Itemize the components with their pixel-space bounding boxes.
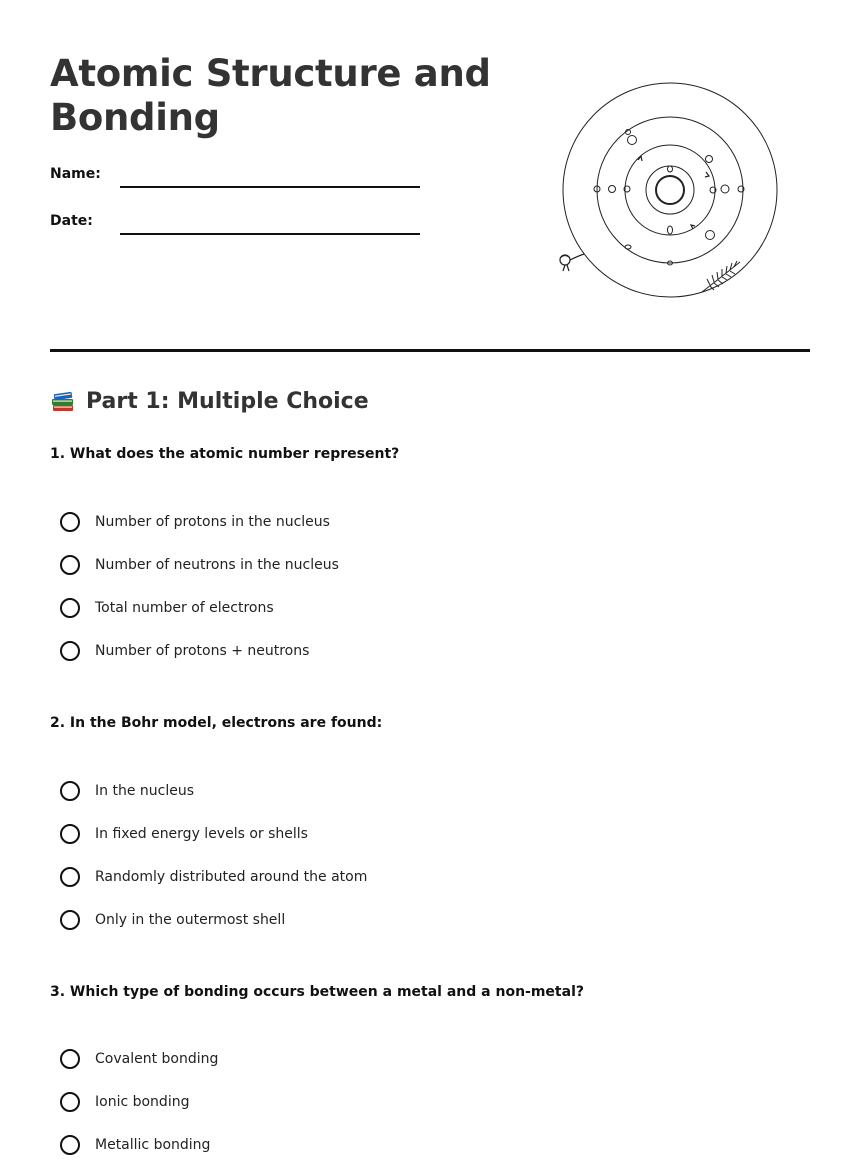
q2-option-2-radio[interactable] <box>60 824 80 844</box>
q2-option-3-radio[interactable] <box>60 867 80 887</box>
q2-option-4-label[interactable]: Only in the outermost shell <box>95 912 286 928</box>
q3-option-1-radio[interactable] <box>60 1049 80 1069</box>
name-label: Name: <box>50 166 101 182</box>
nucleus <box>656 176 684 204</box>
date-field <box>50 213 430 237</box>
q1-option-4[interactable] <box>60 638 309 664</box>
q3-option-1-label[interactable]: Covalent bonding <box>95 1051 219 1067</box>
q1-option-1-label[interactable]: Number of protons in the nucleus <box>95 514 330 530</box>
q1-option-2-radio[interactable] <box>60 555 80 575</box>
q1-option-3-radio[interactable] <box>60 598 80 618</box>
name-line[interactable] <box>120 186 420 188</box>
q1-option-2-label[interactable]: Number of neutrons in the nucleus <box>95 557 339 573</box>
q1-option-4-label[interactable]: Number of protons + neutrons <box>95 643 310 659</box>
question-1: 1. What does the atomic number represent? <box>50 446 400 462</box>
q2-option-1-radio[interactable] <box>60 781 80 801</box>
q1-option-4-radio[interactable] <box>60 641 80 661</box>
q2-option-2[interactable] <box>60 821 308 847</box>
q2-option-4[interactable] <box>60 907 285 933</box>
q2-option-1[interactable] <box>60 778 194 804</box>
q2-option-3-label[interactable]: Randomly distributed around the atom <box>95 869 368 885</box>
q2-option-1-label[interactable]: In the nucleus <box>95 783 194 799</box>
date-line[interactable] <box>120 233 420 235</box>
q1-option-3[interactable] <box>60 595 274 621</box>
part1-title: Part 1: Multiple Choice <box>86 388 369 414</box>
q3-option-3-label[interactable]: Metallic bonding <box>95 1137 211 1153</box>
q1-option-1[interactable] <box>60 509 330 535</box>
question-3: 3. Which type of bonding occurs between a metal and a non-metal? <box>50 984 584 1000</box>
q3-option-2-label[interactable]: Ionic bonding <box>95 1094 190 1110</box>
q3-option-2[interactable] <box>60 1089 189 1115</box>
q3-option-3[interactable] <box>60 1132 210 1158</box>
q3-option-1[interactable] <box>60 1046 218 1072</box>
books-icon <box>50 388 76 414</box>
q2-option-4-radio[interactable] <box>60 910 80 930</box>
atom-diagram <box>550 80 790 305</box>
first-orbit <box>646 166 694 214</box>
question-2: 2. In the Bohr model, electrons are found: <box>50 715 383 731</box>
header-divider <box>50 349 810 352</box>
name-field <box>50 166 430 190</box>
q1-option-2[interactable] <box>60 552 339 578</box>
part1-heading <box>50 388 369 414</box>
q3-option-3-radio[interactable] <box>60 1135 80 1155</box>
atom-illustration <box>550 80 790 305</box>
q1-option-1-radio[interactable] <box>60 512 80 532</box>
date-label: Date: <box>50 213 93 229</box>
q2-option-2-label[interactable]: In fixed energy levels or shells <box>95 826 308 842</box>
q1-option-3-label[interactable]: Total number of electrons <box>95 600 274 616</box>
q3-option-2-radio[interactable] <box>60 1092 80 1112</box>
q2-option-3[interactable] <box>60 864 367 890</box>
worksheet-title: Atomic Structure and Bonding <box>50 52 491 139</box>
